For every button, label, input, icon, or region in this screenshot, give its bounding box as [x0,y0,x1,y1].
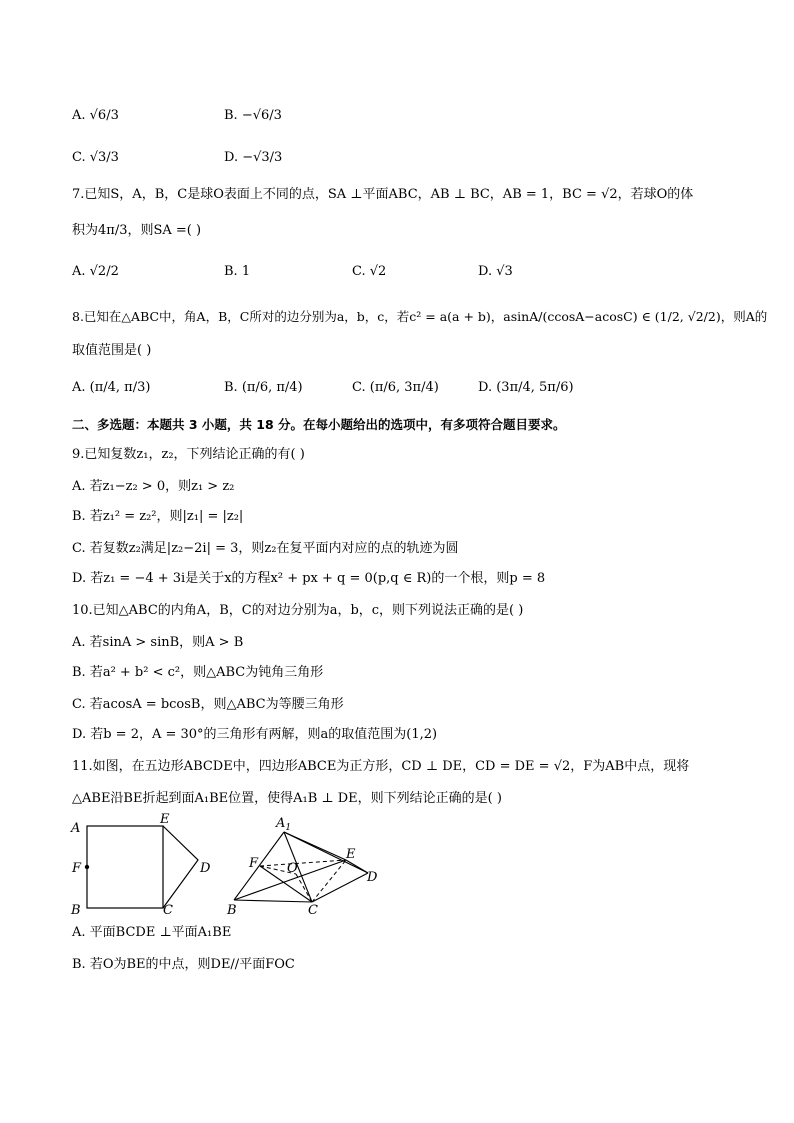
q10-option-b: B. 若a² + b² < c²，则△ABC为钝角三角形 [72,665,324,680]
label-f: F [72,861,82,876]
q9-option-b: B. 若z₁² = z₂²，则|z₁| = |z₂| [72,509,244,524]
q11-option-a: A. 平面BCDE ⊥平面A₁BE [72,925,232,940]
folded-solid-figure [222,808,382,918]
section-heading: 二、多选题：本题共 3 小题，共 18 分。在每小题给出的选项中，有多项符合题目要求。 [72,417,566,432]
label-b-right: B [227,903,237,918]
q6-option-d: D. −√3/3 [224,150,283,165]
q8-option-b: B. (π/6, π/4) [224,380,303,395]
label-d: D [200,861,211,876]
label-b: B [71,903,81,918]
q8-stem-line2: 取值范围是( ) [72,343,152,358]
q9-option-a: A. 若z₁−z₂ > 0，则z₁ > z₂ [72,479,235,494]
q11-option-b: B. 若O为BE的中点，则DE//平面FOC [72,957,295,972]
q9-option-c: C. 若复数z₂满足|z₂−2i| = 3，则z₂在复平面内对应的点的轨迹为圆 [72,541,459,556]
q8-stem-line1: 8.已知在△ABC中，角A，B，C所对的边分别为a，b，c，若c² = a(a + b)，asinA/(ccosA−acosC) ∈ (1/2, √2/2)，则A的 [72,309,768,324]
q6-option-c: C. √3/3 [72,150,119,165]
label-e: E [160,812,170,827]
label-a: A [71,821,81,836]
q6-option-b: B. −√6/3 [224,108,282,123]
q11-stem-line1: 11.如图，在五边形ABCDE中，四边形ABCE为正方形，CD ⊥ DE，CD = DE = √2，F为AB中点，现将 [72,759,690,774]
q7-option-a: A. √2/2 [72,264,119,279]
q8-option-a: A. (π/4, π/3) [72,380,151,395]
q8-option-c: C. (π/6, 3π/4) [352,380,439,395]
label-d-right: D [367,870,378,885]
q9-stem: 9.已知复数z₁，z₂，下列结论正确的有( ) [72,447,305,462]
label-e-right: E [346,847,356,862]
label-a1: $A_1$ [276,816,292,833]
q10-option-d: D. 若b = 2，A = 30°的三角形有两解，则a的取值范围为(1,2) [72,727,438,742]
q7-stem-line1: 7.已知S，A，B，C是球O表面上不同的点，SA ⊥平面ABC，AB ⊥ BC，AB = 1，BC = √2，若球O的体 [72,187,694,202]
q8-option-d: D. (3π/4, 5π/6) [478,380,574,395]
q7-stem-line2: 积为4π/3，则SA =( ) [72,223,202,238]
q10-option-c: C. 若acosA = bcosB，则△ABC为等腰三角形 [72,697,344,712]
q7-option-d: D. √3 [478,264,513,279]
label-f-right: F [249,856,259,871]
q10-stem: 10.已知△ABC的内角A，B，C的对边分别为a，b，c，则下列说法正确的是( ) [72,603,524,618]
label-o: O [287,861,298,876]
label-c: C [163,903,173,918]
q9-option-d: D. 若z₁ = −4 + 3i是关于x的方程x² + px + q = 0(p,q ∈ R)的一个根，则p = 8 [72,571,546,586]
q7-option-b: B. 1 [224,264,251,279]
label-c-right: C [308,903,318,918]
q10-option-a: A. 若sinA > sinB，则A > B [72,635,244,650]
q11-stem-line2: △ABE沿BE折起到面A₁BE位置，使得A₁B ⊥ DE，则下列结论正确的是( ) [72,791,502,806]
q6-option-a: A. √6/3 [72,108,119,123]
q7-option-c: C. √2 [352,264,387,279]
